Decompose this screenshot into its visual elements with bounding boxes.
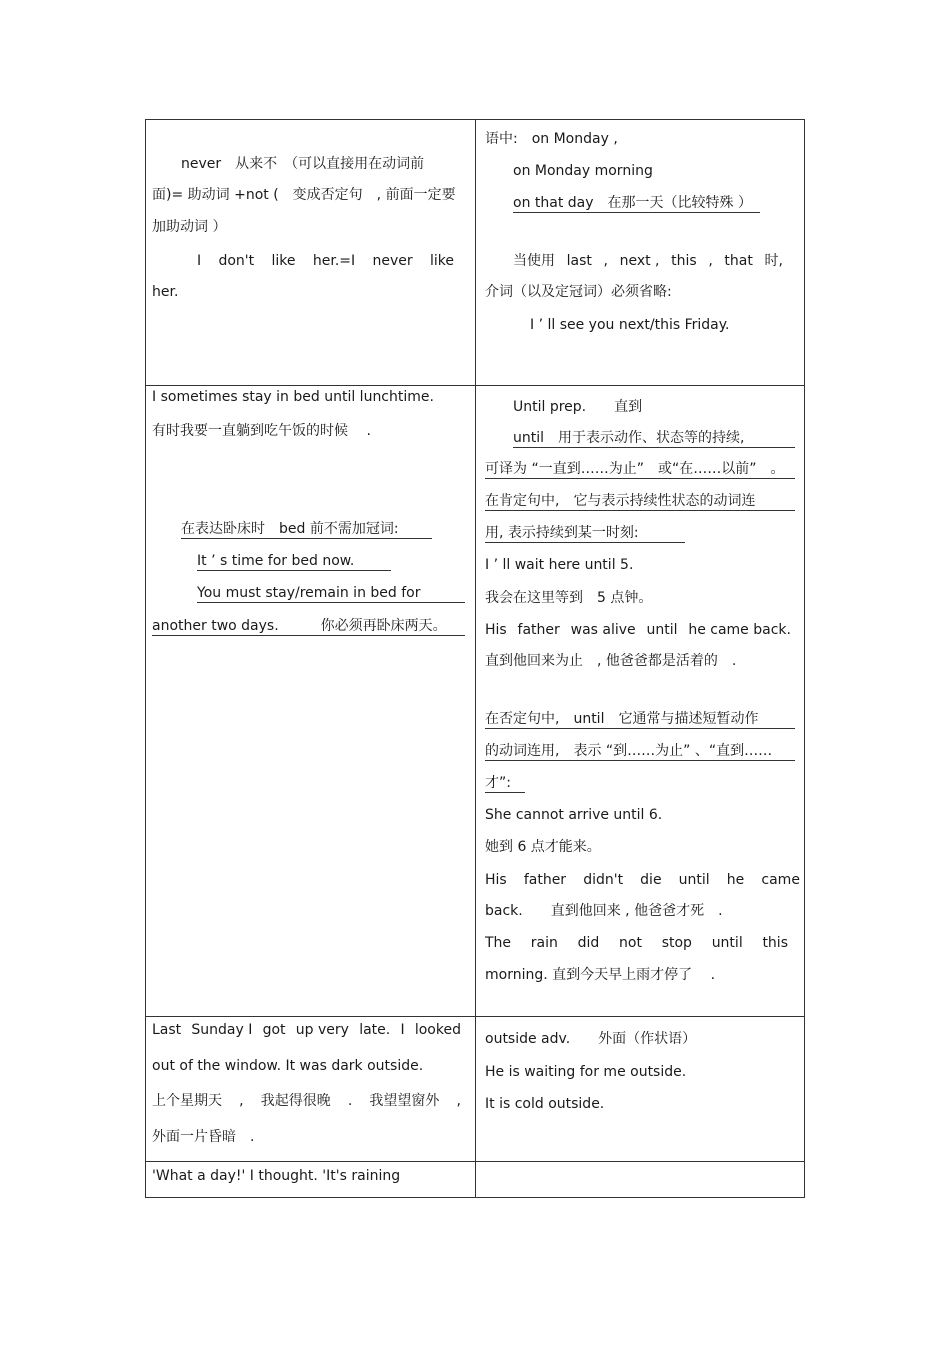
word: die — [640, 872, 662, 888]
word: didn't — [583, 872, 624, 888]
word: don't — [218, 253, 255, 269]
text-line: outside adv. 外面（作状语） — [485, 1031, 697, 1047]
word: this — [762, 935, 788, 951]
underlined-line: 在否定句中, until 它通常与描述短暂动作 — [485, 710, 795, 729]
text-line-justified — [485, 934, 788, 952]
word: never — [372, 253, 413, 269]
underlined-line: until 用于表示动作、状态等的持续, — [513, 429, 795, 448]
word: until — [711, 935, 743, 951]
word: until — [646, 622, 678, 638]
text-line: morning. 直到今天早上雨才停了 . — [485, 967, 716, 983]
text-line: Until prep. 直到 — [513, 399, 643, 415]
word: father — [517, 622, 560, 638]
underlined-line: 才”: — [485, 774, 525, 793]
underlined-line: 在表达卧床时 bed 前不需加冠词: — [181, 520, 432, 539]
table-cell-right — [476, 120, 805, 386]
word: stop — [661, 935, 692, 951]
word: Sunday I — [191, 1022, 253, 1038]
word: . — [347, 1093, 353, 1109]
underlined-line: 在肯定句中, 它与表示持续性状态的动词连 — [485, 492, 795, 511]
word: 我望望窗外 — [369, 1093, 440, 1109]
text-line: 我会在这里等到 5 点钟。 — [485, 590, 653, 606]
word: not — [619, 935, 642, 951]
table-row — [146, 1017, 805, 1162]
table-cell-right — [476, 1162, 805, 1198]
table-cell-left — [146, 1162, 476, 1198]
word: this — [671, 253, 697, 269]
underlined-line: It ’ s time for bed now. — [197, 552, 391, 571]
text-line-justified — [152, 1021, 461, 1039]
underlined-line: You must stay/remain in bed for — [197, 584, 465, 603]
word: her.=I — [312, 253, 356, 269]
word: His — [485, 622, 507, 638]
table-cell-right — [476, 1017, 805, 1162]
text-line: her. — [152, 284, 179, 300]
text-line: It is cold outside. — [485, 1096, 605, 1112]
table-cell-left — [146, 386, 476, 1017]
text-line: on Monday morning — [513, 163, 653, 179]
table-cell-right — [476, 386, 805, 1017]
text-line: I ’ ll see you next/this Friday. — [530, 317, 730, 333]
table-cell-left — [146, 1017, 476, 1162]
table-row — [146, 120, 805, 386]
word: 当使用 — [513, 253, 555, 269]
word: 时, — [764, 253, 783, 269]
word: His — [485, 872, 507, 888]
word: father — [523, 872, 567, 888]
word: I — [197, 253, 202, 269]
word: late. — [359, 1022, 391, 1038]
word: did — [577, 935, 600, 951]
word: The — [485, 935, 512, 951]
word: next , — [619, 253, 660, 269]
text-line: 直到他回来为止 , 他爸爸都是活着的 . — [485, 653, 737, 669]
word: rain — [530, 935, 558, 951]
text-line: never 从来不 （可以直接用在动词前 — [181, 156, 425, 172]
text-line: 外面一片昏暗 . — [152, 1129, 255, 1145]
text-line-justified — [485, 621, 791, 639]
underlined-line: 用, 表示持续到某一时刻: — [485, 524, 685, 543]
text-line-justified — [513, 252, 783, 270]
word: Last — [152, 1022, 182, 1038]
text-line: 加助动词 ） — [152, 219, 227, 235]
underlined-line: another two days. 你必须再卧床两天。 — [152, 617, 465, 636]
word: , — [239, 1093, 244, 1109]
table-row — [146, 386, 805, 1017]
underlined-line: on that day 在那一天（比较特殊 ） — [513, 194, 760, 213]
text-line: He is waiting for me outside. — [485, 1064, 687, 1080]
table-row — [146, 1162, 805, 1198]
text-line: 有时我要一直躺到吃午饭的时候 . — [152, 423, 371, 439]
text-line-justified — [485, 871, 800, 889]
underlined-line: 的动词连用, 表示 “到……为止” 、“直到…… — [485, 742, 795, 761]
word: he — [726, 872, 745, 888]
word: got — [262, 1022, 286, 1038]
word: , — [708, 253, 713, 269]
text-line: out of the window. It was dark outside. — [152, 1058, 424, 1074]
table-cell-left — [146, 120, 476, 386]
text-line-justified — [197, 252, 454, 270]
word: I — [400, 1022, 405, 1038]
text-line: 语中: on Monday , — [485, 131, 618, 147]
text-line-justified — [152, 1092, 461, 1110]
word: up very — [295, 1022, 349, 1038]
word: that — [724, 253, 753, 269]
text-line: 'What a day!' I thought. 'It's raining — [152, 1168, 401, 1184]
word: he came back. — [688, 622, 791, 638]
text-line: I ’ ll wait here until 5. — [485, 557, 634, 573]
notes-table — [145, 119, 805, 1198]
word: came — [761, 872, 800, 888]
word: until — [678, 872, 710, 888]
text-line: She cannot arrive until 6. — [485, 807, 663, 823]
word: looked — [414, 1022, 461, 1038]
word: last — [566, 253, 592, 269]
text-line: 她到 6 点才能来。 — [485, 839, 601, 855]
text-line: I sometimes stay in bed until lunchtime. — [152, 389, 434, 405]
word: like — [429, 253, 454, 269]
word: was alive — [570, 622, 636, 638]
word: 我起得很晚 — [260, 1093, 331, 1109]
text-line: 面)= 助动词 +not ( 变成否定句 , 前面一定要 — [152, 187, 456, 203]
word: like — [271, 253, 296, 269]
underlined-line: 可译为 “一直到……为止” 或“在……以前” 。 — [485, 460, 795, 479]
word: , — [456, 1093, 461, 1109]
text-line: back. 直到他回来 , 他爸爸才死 . — [485, 903, 723, 919]
word: , — [603, 253, 608, 269]
text-line: 介词（以及定冠词）必须省略: — [485, 284, 672, 300]
word: 上个星期天 — [152, 1093, 222, 1109]
